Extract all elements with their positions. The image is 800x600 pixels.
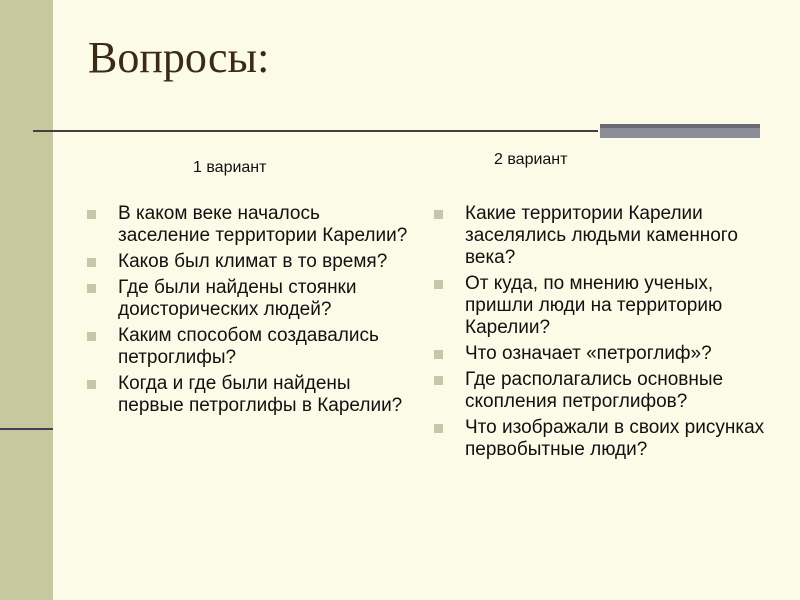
- variant-2-heading: 2 вариант: [494, 151, 568, 168]
- bullet-square-icon: [434, 280, 443, 289]
- bullet-square-icon: [87, 380, 96, 389]
- left-decorative-band: [0, 0, 53, 600]
- slide-title: Вопросы:: [88, 33, 270, 82]
- variant-1-question-list: [87, 203, 412, 421]
- question-item: [434, 273, 774, 339]
- question-text: В каком веке началось заселение территории Карелии?: [118, 203, 408, 246]
- bullet-square-icon: [434, 424, 443, 433]
- question-text: Какие территории Карелии заселялись людьми каменного века?: [465, 203, 738, 268]
- question-item: [434, 203, 774, 269]
- question-text: Что означает «петроглиф»?: [465, 343, 712, 364]
- variant-2-question-list: [434, 203, 774, 465]
- bullet-square-icon: [87, 210, 96, 219]
- question-text: Каким способом создавались петроглифы?: [118, 325, 379, 368]
- question-text: Когда и где были найдены первые петроглифы в Карелии?: [118, 373, 403, 416]
- bullet-square-icon: [87, 258, 96, 267]
- question-item: [87, 373, 412, 417]
- question-text: Каков был климат в то время?: [118, 251, 388, 272]
- question-item: [434, 369, 774, 413]
- question-text: Где располагались основные скопления петроглифов?: [465, 369, 724, 412]
- title-underline: [33, 130, 598, 132]
- question-item: [434, 343, 774, 365]
- question-item: [87, 277, 412, 321]
- question-text: Где были найдены стоянки доисторических людей?: [118, 277, 357, 320]
- question-text: Что изображали в своих рисунках первобытные люди?: [465, 417, 765, 460]
- bullet-square-icon: [434, 210, 443, 219]
- bullet-square-icon: [87, 284, 96, 293]
- left-band-divider: [0, 428, 53, 430]
- question-item: [434, 417, 774, 461]
- question-item: [87, 325, 412, 369]
- question-item: [87, 203, 412, 247]
- bullet-square-icon: [87, 332, 96, 341]
- variant-1-heading: 1 вариант: [193, 159, 267, 176]
- bullet-square-icon: [434, 376, 443, 385]
- bullet-square-icon: [434, 350, 443, 359]
- question-item: [87, 251, 412, 273]
- question-text: От куда, по мнению ученых, пришли люди на территорию Карелии?: [465, 273, 723, 338]
- title-underline-accent: [600, 124, 760, 138]
